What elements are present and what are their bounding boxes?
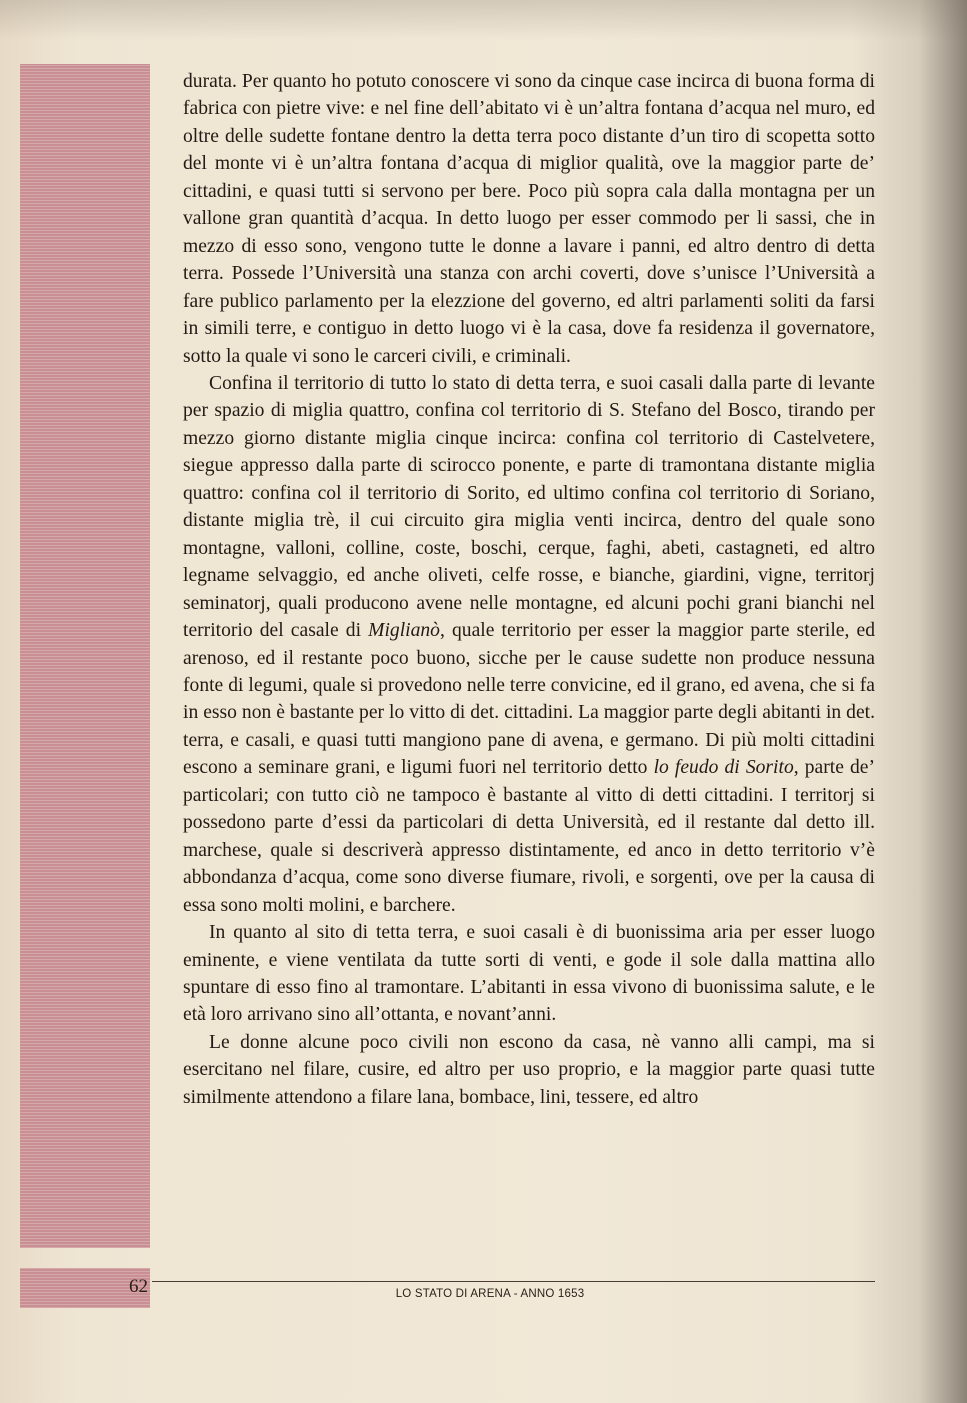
body-text <box>183 68 875 1111</box>
paragraph-2-text-c: , parte de’ particolari; con tutto ciò ne tampoco è bastante al vitto di detti cittadini. I territorj si possedono parte d’essi da particolari di detta Università, ed il restante dal detto ill. marchese, quale si descriverà appresso distintamente, ed anco in detto territorio v’è abbondanza d’acqua, come sono diverse fiumare, rivoli, e sorgenti, ove per la causa di essa sono molti molini, e barchere. <box>183 757 875 916</box>
paragraph-3: In quanto al sito di tetta terra, e suoi casali è di buonissima aria per esser luogo eminente, e viene ventilata da tutte sorti di venti, e gode il sole dalla mattina allo spuntare di esso fino al tramontare. L’abitanti in essa vivono di buonissima salute, e le età loro arrivano sino all’ottanta, e novant’anni. <box>183 922 875 1026</box>
paragraph-1: durata. Per quanto ho potuto conoscere vi sono da cinque case incirca di buona forma di fabrica con pietre vive: e nel fine dell’abitato vi è un’altra fontana d’acqua nel muro, ed oltre delle sudette fontane dentro la detta terra poco distante d’un tiro di scopetta sotto del monte vi è un’altra fontana d’acqua di miglior qualità, ove la maggior parte de’ cittadini, e quasi tutti si servono per bere. Poco più sopra cala dalla montagna per un vallone gran quantità d’acqua. In detto luogo per esser commodo per li sassi, che in mezzo di esso sono, vengono tutte le donne a lavare i panni, ed altro dentro di detta terra. Possede l’Università una stanza con archi coverti, dove s’unisce l’Università a fare publico parlamento per la elezzione del governo, ed altri parlamenti soliti da farsi in simili terre, e contiguo in detto luogo vi è la casa, dove fa residenza il governatore, sotto la quale vi sono le carceri civili, e criminali. <box>183 71 875 367</box>
running-title: LO STATO DI ARENA - ANNO 1653 <box>395 1288 585 1300</box>
decorative-margin-band <box>20 64 150 1248</box>
footer-rule <box>152 1281 875 1282</box>
paragraph-2-text-b: , quale territorio per esser la maggior parte sterile, ed arenoso, ed il restante poco buono, sicche per le cause sudette non produce nessuna fonte di legumi, quale si provedono nelle terre convicine, ed il grano, ed avena, che si fa in esso non è bastante per lo vitto di det. cittadini. La maggior parte degli abitanti in det. terra, e casali, e quasi tutti mangiono pane di avena, e germano. Di più molti cittadini escono a seminare grani, e ligumi fuori nel territorio detto <box>183 620 876 779</box>
paragraph-4: Le donne alcune poco civili non escono da casa, nè vanno alli campi, ma si esercitano nel filare, cusire, ed altro per uso proprio, e la maggior parte quasi tutte similmente attendono a filare lana, bombace, lini, tessere, ed altro <box>183 1031 875 1108</box>
paragraph-2 <box>183 370 875 919</box>
top-shadow <box>0 0 967 40</box>
place-name-miglian: Miglianò <box>368 620 440 642</box>
paragraph-2-text-a: Confina il territorio di tutto lo stato di detta terra, e suoi casali dalla parte di levante per spazio di miglia quattro, confina col territorio di S. Stefano del Bosco, tirando per mezzo giorno distante miglia cinque incirca: confina col territorio di Castelvetere, siegue appresso dalla parte di scirocco ponente, e parte di tramontana distante miglia quattro: confina col il territorio di Sorito, ed ultimo confina col territorio di Soriano, distante miglia trè, il cui circuito gira miglia venti incirca, dentro del quale sono montagne, valloni, colline, coste, boschi, cerque, faghi, abeti, castagneti, ed altro legname selvaggio, ed anche oliveti, celfe rosse, e bianche, giardini, vigne, territorj seminatorj, quali producono avene nelle montagne, ed alcuni pochi grani bianchi nel territorio del casale di <box>183 372 875 642</box>
page-number: 62 <box>129 1276 148 1297</box>
place-name-feudo-sorito: lo feudo di Sorito <box>653 757 794 779</box>
